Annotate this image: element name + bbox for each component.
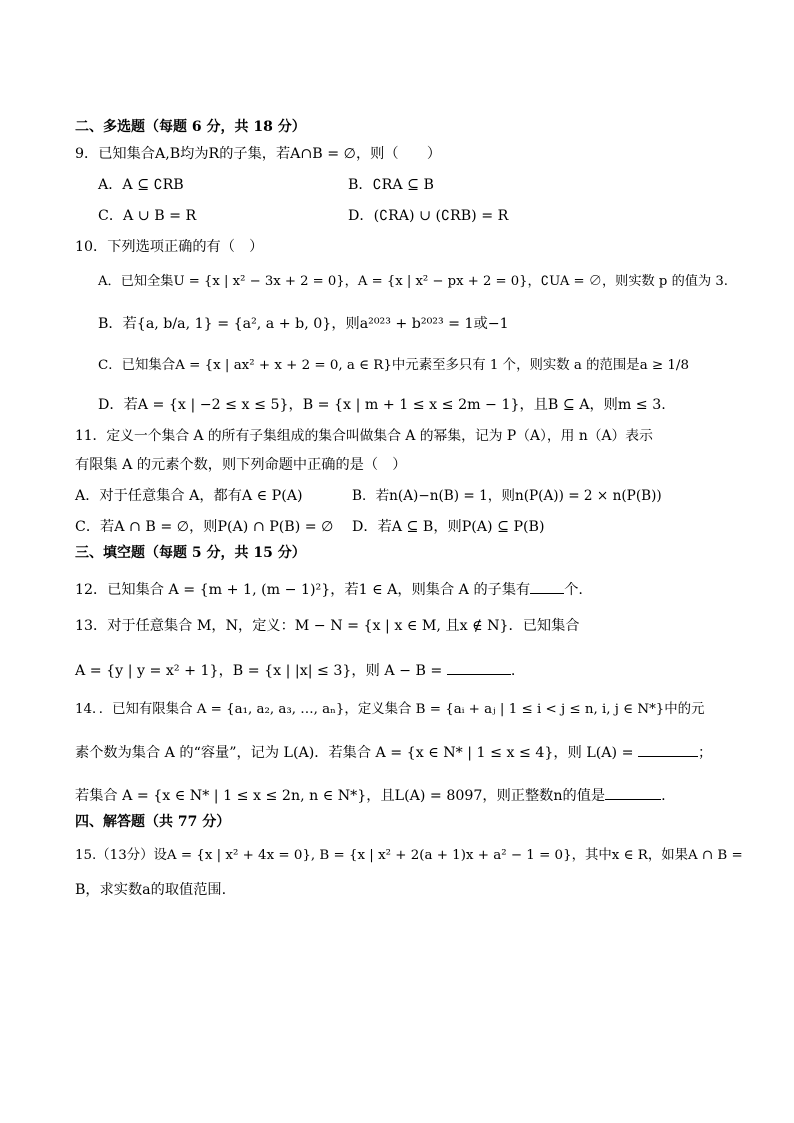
question-14-suffix-b: . — [661, 788, 666, 804]
question-15-line-2: B，求实数a的取值范围. — [75, 882, 227, 898]
question-12-suffix: 个. — [564, 582, 583, 598]
question-9-option-c: C．A ∪ B = R — [98, 208, 197, 224]
question-10-option-c: C．已知集合A = {x | ax² + x + 2 = 0, a ∈ R}中元素至多只有 1 个，则实数 a 的范围是a ≥ 1/8 — [98, 358, 689, 373]
question-11-option-c: C．若A ∩ B = ∅，则P(A) ∩ P(B) = ∅ — [75, 519, 334, 535]
question-11-option-d: D．若A ⊆ B，则P(A) ⊆ P(B) — [352, 519, 545, 535]
question-14-suffix-a: ； — [697, 745, 713, 761]
answer-blank[interactable] — [530, 579, 564, 594]
section-heading-fill-in: 三、填空题（每题 5 分，共 15 分） — [75, 545, 306, 561]
question-11-option-b: B．若n(A)−n(B) = 1，则n(P(A)) = 2 × n(P(B)) — [352, 488, 662, 504]
question-12 — [75, 579, 583, 599]
question-10-option-b: B．若{a, b/a, 1} = {a², a + b, 0}，则a²⁰²³ + b²⁰²³ = 1或−1 — [98, 316, 509, 332]
question-12-text: 12．已知集合 A = {m + 1, (m − 1)²}，若1 ∈ A，则集合 A 的子集有 — [75, 582, 531, 598]
question-10-option-d: D．若A = {x | −2 ≤ x ≤ 5}，B = {x | m + 1 ≤ x ≤ 2m − 1}，且B ⊆ A，则m ≤ 3. — [98, 397, 666, 413]
question-13-line-1: 13．对于任意集合 M，N，定义：M − N = {x | x ∈ M, 且x ∉ N}．已知集合 — [75, 618, 580, 634]
section-heading-multiple-choice: 二、多选题（每题 6 分，共 18 分） — [75, 119, 306, 135]
question-9-option-d: D．(∁RA) ∪ (∁RB) = R — [348, 208, 509, 224]
answer-blank[interactable] — [447, 660, 511, 675]
question-14-line-2 — [75, 742, 712, 762]
question-10-option-a: A．已知全集U = {x | x² − 3x + 2 = 0}，A = {x | x² − px + 2 = 0}，∁UA = ∅，则实数 p 的值为 3. — [98, 274, 728, 289]
question-9-option-b: B．∁RA ⊆ B — [348, 177, 434, 193]
question-10-stem: 10．下列选项正确的有（ ） — [75, 239, 264, 255]
question-13-text: A = {y | y = x² + 1}，B = {x | |x| ≤ 3}，则 A − B = — [75, 663, 443, 679]
question-11-stem-line-1: 11．定义一个集合 A 的所有子集组成的集合叫做集合 A 的幂集，记为 P（A），用 n（A）表示 — [75, 428, 653, 444]
question-13-suffix: . — [510, 663, 516, 679]
question-14-line-3 — [75, 785, 666, 805]
answer-blank[interactable] — [605, 785, 661, 800]
question-11-stem-line-2: 有限集 A 的元素个数，则下列命题中正确的是（ ） — [75, 457, 407, 473]
answer-blank[interactable] — [638, 742, 698, 757]
question-14-line-1: 14．．已知有限集合 A = {a₁, a₂, a₃, …, aₙ}，定义集合 B = {aᵢ + aⱼ | 1 ≤ i < j ≤ n, i, j ∈ N*}中的元 — [75, 702, 705, 717]
section-heading-answer: 四、解答题（共 77 分） — [75, 814, 231, 830]
question-13-line-2 — [75, 660, 515, 680]
question-9-stem: 9．已知集合A,B均为R的子集，若A∩B = ∅，则（ ） — [75, 146, 442, 162]
question-14-text-b: 若集合 A = {x ∈ N* | 1 ≤ x ≤ 2n, n ∈ N*}，且L(A) = 8097，则正整数n的值是 — [75, 788, 606, 804]
question-14-text-a: 素个数为集合 A 的“容量”，记为 L(A)．若集合 A = {x ∈ N* | 1 ≤ x ≤ 4}，则 L(A) = — [75, 745, 634, 761]
question-15-line-1: 15.（13分）设A = {x | x² + 4x = 0}, B = {x | x² + 2(a + 1)x + a² − 1 = 0}，其中x ∈ R，如果A ∩ B = — [75, 848, 743, 863]
question-11-option-a: A．对于任意集合 A，都有A ∈ P(A) — [75, 488, 303, 504]
question-9-option-a: A．A ⊆ ∁RB — [98, 177, 184, 193]
